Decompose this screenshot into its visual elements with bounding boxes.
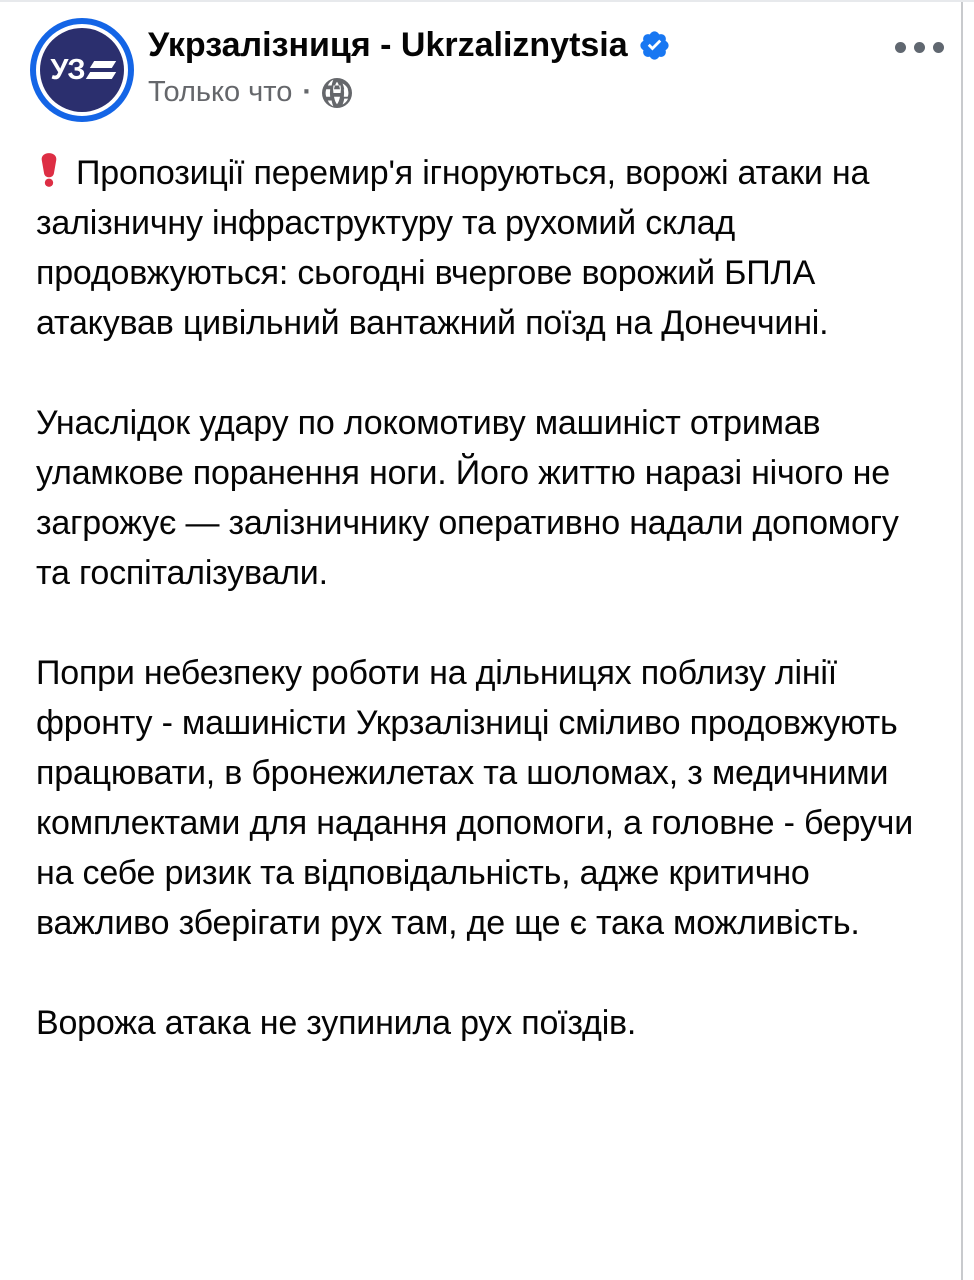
author-name-row	[148, 26, 885, 65]
post-paragraph	[36, 148, 930, 348]
verified-badge-icon	[638, 29, 671, 62]
timestamp[interactable]: Только что	[148, 76, 293, 108]
meta-separator: ·	[302, 76, 313, 108]
avatar[interactable]	[30, 18, 134, 122]
dot-icon	[914, 42, 925, 53]
post-meta-row	[148, 76, 885, 109]
uz-logo	[40, 28, 124, 112]
post-paragraph: Ворожа атака не зупинила рух поїздів.	[36, 1004, 637, 1042]
post-body	[0, 122, 974, 1048]
red-exclamation-icon	[36, 151, 62, 189]
post-paragraph-text: Пропозиції перемир'я ігноруються, ворожі атаки на залізничну інфраструктуру та рухомий склад продовжуються: сьогодні вчергове ворожий БПЛА атакував цивільний вантажний поїзд на Донеччині.	[36, 154, 870, 342]
post-paragraph: Унаслідок удару по локомотиву машиніст отримав уламкове поранення ноги. Його життю наразі нічого не загрожує — залізничнику оперативно надали допомогу та госпіталізували.	[36, 404, 899, 592]
dot-icon	[933, 42, 944, 53]
author-name[interactable]: Укрзалізниця - Ukrzaliznytsia	[148, 26, 628, 64]
dot-icon	[895, 42, 906, 53]
uz-logo-monogram: УЗ	[50, 53, 85, 86]
post-header	[0, 2, 974, 122]
more-options-button[interactable]	[885, 18, 946, 63]
post-paragraph: Попри небезпеку роботи на дільницях поблизу лінії фронту - машиністи Укрзалізниці сміливо продовжують працювати, в бронежилетах та шоломах, з медичними комплектами для надання допомоги, а головне - беручи на себе ризик та відповідальність, адже критично важливо зберігати рух там, де ще є така можливість.	[36, 654, 913, 942]
scrollbar-track[interactable]	[961, 2, 963, 1280]
post-header-text	[148, 18, 885, 109]
globe-audience-icon	[322, 78, 352, 108]
uz-logo-train-stripes-icon	[88, 61, 114, 79]
